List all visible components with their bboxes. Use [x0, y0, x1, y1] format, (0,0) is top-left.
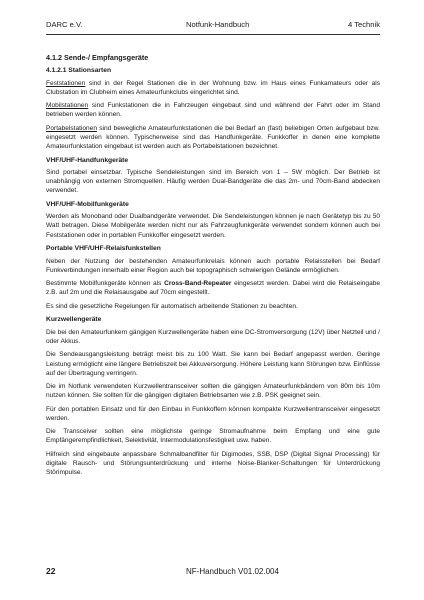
page-body [46, 53, 380, 482]
footer-version: NF-Handbuch V01.02.004 [186, 567, 279, 576]
paragraph-handfunkgeraete: Sind portabel einsetzbar. Typische Sendeleistungen sind im Bereich von 1 – 5W möglich. Der Betrieb ist unabhängig von externen Stromquellen. Häufig werden Dual-Bandgeräte die das 2m- und 70cm-Band abdecken verwendet. [46, 169, 380, 195]
term-feststationen: Feststationen [46, 79, 86, 87]
header-chapter: 4 Technik [348, 20, 380, 29]
header-rule [46, 34, 380, 35]
paragraph-kw-1: Die bei den Amateurfunkern gängigen Kurzwellengeräte haben eine DC-Stromversorgung (12V) über Netzteil und / oder Akkus. [46, 328, 380, 345]
text-feststationen: sind in der Regel Stationen die in der Wohnung bzw. im Haus eines Funkamateurs oder als Clubstation im Clubheim eines Amateurfunkclubs eingerichtet sind. [46, 79, 380, 96]
text-relais-2b: eingesetzt werden. Dabei wird die Relaiseingabe z.B. auf 2m und die Relaisausgabe auf 70cm eingestellt. [46, 280, 380, 297]
page-number: 22 [46, 566, 56, 576]
term-portabelstationen: Portabelstationen [46, 124, 97, 132]
header-title: Notfunk-Handbuch [186, 20, 250, 29]
text-relais-2a: Bestimmte Mobilfunkgeräte können als [46, 280, 165, 288]
heading-mobilfunkgeraete: VHF/UHF-Mobilfunkgeräte [46, 200, 129, 208]
paragraph-feststationen [46, 79, 380, 97]
paragraph-kw-3: Die im Notfunk verwendeten Kurzwellentransceiver sollten die gängigen Amateurfunkbändern von 80m bis 10m nutzen können. Sie sollten für die gängigen digitalen Betriebsarten wie z.B. PSK geeignet sein. [46, 383, 380, 400]
heading-kurzwellengeraete: Kurzwellengeräte [46, 316, 102, 324]
paragraph-kw-5: Die Transceiver sollten eine möglichste geringe Stromaufnahme beim Empfang und eine gute Empfängerempfindlichkeit, Selektivität, Intermodulationsfestigkeit usw. haben. [46, 428, 380, 445]
section-heading: 4.1.2 Sende-/ Empfangsgeräte [46, 53, 149, 62]
term-mobilstationen: Mobilstationen [46, 102, 89, 110]
paragraph-portabelstationen [46, 124, 380, 151]
paragraph-relais-3: Es sind die gesetzliche Regelungen für automatisch arbeitende Stationen zu beachten. [46, 302, 298, 310]
paragraph-kw-6: Hilfreich sind eingebaute anpassbare Schmalbandfilter für Digimodes, SSB, DSP (Digital Signal Processing) für digitale Rausch- und Störungsunterdrückung und interne Noise-Blanker-Schaltungen für Unterdrückung Störimpulse. [46, 450, 380, 477]
text-portabelstationen: sind bewegliche Amateurfunkstationen die bei Bedarf an (fast) beliebigen Orten aufgebaut bzw. eingesetzt werden können. Typischerweise sind das Handfunkgeräte. Funkkoffer in denen eine komplette Amateurfunkstation eingebaut ist werden auch als Portabelstationen bezeichnet. [46, 124, 380, 151]
text-mobilstationen: sind Funkstationen die in Fahrzeugen eingebaut sind und während der Fahrt oder im Stand betrieben werden können. [46, 102, 380, 119]
term-cross-band-repeater: Cross-Band-Repeater [164, 280, 232, 288]
paragraph-kw-4: Für den portablen Einsatz und für den Einbau in Funkkoffern können kompakte Kurzwellentransceiver eingesetzt werden. [46, 405, 380, 422]
heading-relaisfunkstellen: Portable VHF/UHF-Relaisfunkstellen [46, 245, 161, 253]
heading-handfunkgeraete: VHF/UHF-Handfunkgeräte [46, 156, 129, 164]
paragraph-mobilfunkgeraete: Werden als Monoband oder Dualbandgeräte verwendet. Die Sendeleistungen können je nach Gerätetyp bis zu 50 Watt betragen. Diese Mobilgeräte werden nicht nur als Fahrzeugfunkgeräte verwendet sondern können auch bei Feststationen oder in portablen Funkkoffer eingesetzt werden. [46, 213, 380, 239]
paragraph-mobilstationen [46, 101, 380, 119]
paragraph-relais-1: Neben der Nutzung der bestehenden Amateurfunkrelais können auch portable Relaisstellen bei Bedarf Funkverbindungen innerhalb einer Region auch bei topographisch schwierigen Gelände ermöglichen. [46, 257, 380, 274]
header-org: DARC e.V. [46, 20, 83, 29]
paragraph-relais-2 [46, 279, 380, 297]
paragraph-kw-2: Die Sendeausgangsleistung beträgt meist bis zu 100 Watt. Sie kann bei Bedarf angepasst werden. Geringe Leistung ermöglicht eine längere Betriebszeit bei Akkuversorgung. Höhere Leistung kann Störungen bzw. Einflüsse auf der Übertragung verringern. [46, 351, 380, 377]
subsection-heading: 4.1.2.1 Stationsarten [46, 67, 112, 75]
